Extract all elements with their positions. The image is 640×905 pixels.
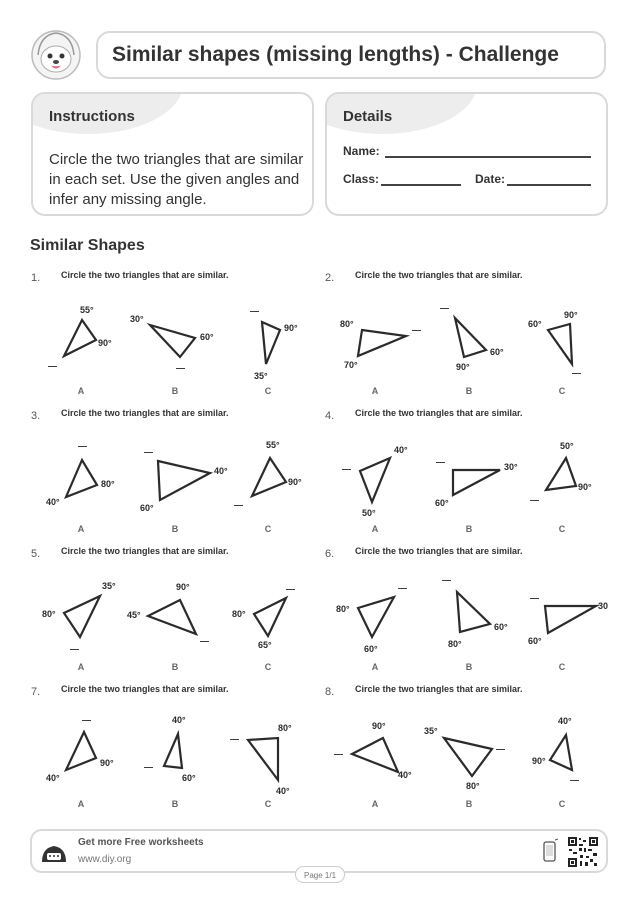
angle-label: 55° bbox=[80, 305, 94, 315]
option-letter[interactable]: B bbox=[465, 524, 473, 534]
option-letter[interactable]: B bbox=[171, 386, 179, 396]
option-letter[interactable]: A bbox=[371, 524, 379, 534]
angle-label: 50° bbox=[362, 508, 376, 518]
page-title: Similar shapes (missing lengths) - Challenge bbox=[112, 43, 559, 66]
angle-label: 80° bbox=[466, 781, 480, 791]
question-number: 6. bbox=[325, 548, 335, 560]
angle-label: 40° bbox=[214, 466, 228, 476]
triangle-2b[interactable] bbox=[455, 318, 486, 357]
angle-label: 40° bbox=[46, 497, 60, 507]
question-text: Circle the two triangles that are similar. bbox=[355, 270, 523, 280]
angle-label: — bbox=[334, 749, 343, 759]
option-letter[interactable]: C bbox=[558, 799, 566, 809]
footer-promo-text: Get more Free worksheets bbox=[78, 837, 204, 848]
angle-label: 80° bbox=[232, 609, 246, 619]
angle-label: 90° bbox=[564, 310, 578, 320]
angle-label: 90° bbox=[288, 477, 302, 487]
angle-label: — bbox=[572, 368, 581, 378]
triangle-3b[interactable] bbox=[158, 461, 210, 500]
angle-label: — bbox=[144, 762, 153, 772]
option-letter[interactable]: A bbox=[371, 386, 379, 396]
angle-label: 50° bbox=[560, 441, 574, 451]
class-label: Class: bbox=[343, 172, 380, 186]
angle-label: 30 bbox=[598, 601, 609, 611]
angle-label: 40° bbox=[394, 445, 408, 455]
angle-label: — bbox=[342, 464, 351, 474]
question-text: Circle the two triangles that are similar. bbox=[61, 684, 229, 694]
page-indicator: Page 1/1 bbox=[295, 866, 345, 883]
angle-label: 60° bbox=[528, 319, 542, 329]
triangle-7b[interactable] bbox=[164, 734, 182, 768]
triangle-2a[interactable] bbox=[358, 330, 406, 356]
angle-label: — bbox=[440, 303, 449, 313]
angle-label: 80° bbox=[336, 604, 350, 614]
option-letter[interactable]: C bbox=[558, 662, 566, 672]
option-letter[interactable]: B bbox=[171, 662, 179, 672]
triangle-7c[interactable] bbox=[248, 738, 278, 780]
angle-label: — bbox=[496, 744, 505, 754]
angle-label: — bbox=[530, 495, 539, 505]
triangle-8b[interactable] bbox=[444, 738, 492, 776]
option-letter[interactable]: A bbox=[371, 662, 379, 672]
angle-label: 90° bbox=[456, 362, 470, 372]
angle-label: — bbox=[176, 363, 185, 373]
angle-label: 90° bbox=[284, 323, 298, 333]
triangle-3a[interactable] bbox=[66, 460, 97, 497]
triangle-5b[interactable] bbox=[148, 600, 196, 634]
angle-label: 65° bbox=[258, 640, 272, 650]
angle-label: — bbox=[144, 447, 153, 457]
option-letter[interactable]: C bbox=[558, 386, 566, 396]
option-letter[interactable]: B bbox=[465, 386, 473, 396]
angle-label: — bbox=[412, 325, 421, 335]
angle-label: 60° bbox=[494, 622, 508, 632]
name-label: Name: bbox=[343, 144, 380, 158]
option-letter[interactable]: A bbox=[77, 386, 85, 396]
angle-label: — bbox=[442, 575, 451, 585]
triangle-4c[interactable] bbox=[546, 458, 576, 490]
angle-label: 90° bbox=[532, 756, 546, 766]
angle-label: 45° bbox=[127, 610, 141, 620]
option-letter[interactable]: C bbox=[264, 524, 272, 534]
triangle-5a[interactable] bbox=[64, 596, 100, 637]
angle-label: — bbox=[530, 593, 539, 603]
triangle-7a[interactable] bbox=[66, 732, 96, 770]
option-letter[interactable]: C bbox=[264, 799, 272, 809]
triangle-8a[interactable] bbox=[352, 738, 398, 772]
phone-icon bbox=[540, 838, 560, 864]
angle-label: 60° bbox=[435, 498, 449, 508]
angle-label: 90° bbox=[100, 758, 114, 768]
option-letter[interactable]: A bbox=[77, 524, 85, 534]
angle-label: 55° bbox=[266, 440, 280, 450]
option-letter[interactable]: C bbox=[264, 662, 272, 672]
angle-label: — bbox=[70, 644, 79, 654]
triangle-6a[interactable] bbox=[358, 597, 394, 637]
footer-url-link[interactable]: www.diy.org bbox=[78, 854, 132, 865]
angle-label: 30° bbox=[504, 462, 518, 472]
angle-label: 60° bbox=[140, 503, 154, 513]
question-number: 5. bbox=[31, 548, 41, 560]
question-text: Circle the two triangles that are similar. bbox=[355, 546, 523, 556]
question-text: Circle the two triangles that are similar. bbox=[61, 546, 229, 556]
triangle-8c[interactable] bbox=[550, 735, 572, 770]
angle-label: 80° bbox=[278, 723, 292, 733]
angle-label: 60° bbox=[182, 773, 196, 783]
angle-label: 90° bbox=[98, 338, 112, 348]
angle-label: 40° bbox=[172, 715, 186, 725]
question-text: Circle the two triangles that are similar. bbox=[61, 408, 229, 418]
angle-label: 40° bbox=[276, 786, 290, 796]
diy-logo-icon[interactable] bbox=[40, 842, 68, 866]
angle-label: 80° bbox=[448, 639, 462, 649]
angle-label: — bbox=[48, 361, 57, 371]
qr-code-icon[interactable] bbox=[567, 836, 599, 868]
angle-label: 35° bbox=[424, 726, 438, 736]
angle-label: 80° bbox=[340, 319, 354, 329]
angle-label: 60° bbox=[490, 347, 504, 357]
triangle-5c[interactable] bbox=[254, 598, 286, 636]
angle-label: 80° bbox=[101, 479, 115, 489]
angle-label: — bbox=[250, 306, 259, 316]
triangle-1c[interactable] bbox=[262, 322, 280, 364]
instructions-text: Circle the two triangles that are similar in each set. Use the given angles and infer any missing angle. bbox=[49, 151, 304, 208]
option-letter[interactable]: B bbox=[465, 662, 473, 672]
question-number: 4. bbox=[325, 410, 335, 422]
angle-label: 60° bbox=[364, 644, 378, 654]
angle-label: — bbox=[230, 734, 239, 744]
question-number: 1. bbox=[31, 272, 41, 284]
option-letter[interactable]: B bbox=[171, 799, 179, 809]
triangle-2c[interactable] bbox=[548, 324, 572, 364]
triangle-4a[interactable] bbox=[360, 458, 390, 502]
angle-label: — bbox=[234, 500, 243, 510]
angle-label: 90° bbox=[372, 721, 386, 731]
option-letter[interactable]: A bbox=[77, 662, 85, 672]
angle-label: — bbox=[436, 457, 445, 467]
date-label: Date: bbox=[475, 172, 506, 186]
option-letter[interactable]: A bbox=[371, 799, 379, 809]
question-number: 3. bbox=[31, 410, 41, 422]
option-letter[interactable]: C bbox=[264, 386, 272, 396]
angle-label: 35° bbox=[254, 371, 268, 381]
angle-label: 70° bbox=[344, 360, 358, 370]
angle-label: — bbox=[398, 583, 407, 593]
angle-label: — bbox=[286, 584, 295, 594]
angle-label: 40° bbox=[558, 716, 572, 726]
instructions-title: Instructions bbox=[49, 108, 135, 125]
angle-label: 90° bbox=[578, 482, 592, 492]
details-title: Details bbox=[343, 108, 393, 125]
angle-label: — bbox=[78, 441, 87, 451]
triangle-4b[interactable] bbox=[453, 470, 500, 495]
triangle-1b[interactable] bbox=[150, 325, 195, 357]
question-number: 8. bbox=[325, 686, 335, 698]
triangle-3c[interactable] bbox=[252, 458, 286, 496]
angle-label: — bbox=[570, 775, 579, 785]
option-letter[interactable]: A bbox=[77, 799, 85, 809]
angle-label: 80° bbox=[42, 609, 56, 619]
section-title: Similar Shapes bbox=[30, 237, 145, 254]
angle-label: 60° bbox=[528, 636, 542, 646]
angle-label: — bbox=[200, 636, 209, 646]
triangle-6c[interactable] bbox=[545, 606, 596, 633]
angle-label: — bbox=[82, 715, 91, 725]
angle-label: 40° bbox=[398, 770, 412, 780]
question-text: Circle the two triangles that are similar. bbox=[355, 684, 523, 694]
option-letter[interactable]: B bbox=[465, 799, 473, 809]
angle-label: 40° bbox=[46, 773, 60, 783]
angle-label: 60° bbox=[200, 332, 214, 342]
triangle-1a[interactable] bbox=[64, 320, 96, 356]
question-number: 2. bbox=[325, 272, 335, 284]
angle-label: 30° bbox=[130, 314, 144, 324]
option-letter[interactable]: B bbox=[171, 524, 179, 534]
angle-label: 35° bbox=[102, 581, 116, 591]
triangle-6b[interactable] bbox=[457, 592, 490, 632]
question-text: Circle the two triangles that are similar. bbox=[355, 408, 523, 418]
angle-label: 90° bbox=[176, 582, 190, 592]
question-number: 7. bbox=[31, 686, 41, 698]
question-text: Circle the two triangles that are similar. bbox=[61, 270, 229, 280]
option-letter[interactable]: C bbox=[558, 524, 566, 534]
